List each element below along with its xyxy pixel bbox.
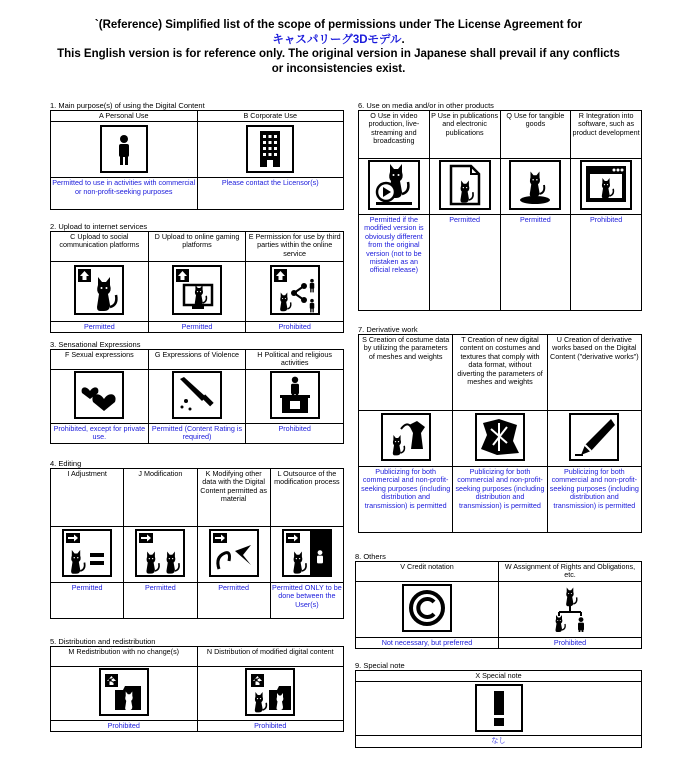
section-media-products [358,101,642,311]
column-label-violence: G Expressions of Violence [148,350,246,370]
column-label-material: K Modifying other data with the Digital Content permitted as material [197,469,270,527]
column-label-texture: T Creation of new digital content on costumes and textures that comply with data format, without diverting the parameters of meshes and weights [453,335,547,411]
column-label-personal-use: A Personal Use [51,111,198,122]
outsource-icon-cell [270,527,343,583]
column-label-modification: J Modification [124,469,197,527]
sexual-icon-cell [51,370,149,424]
header-line-1: `(Reference) Simplified list of the scope of permissions under The License Agreement for [94,19,583,31]
column-label-gaming-upload: D Upload to online gaming platforms [148,232,246,262]
goods-icon [509,160,561,210]
column-label-political: H Political and religious activities [246,350,344,370]
column-label-adjustment: I Adjustment [51,469,124,527]
modify-icon [135,529,185,577]
outsource-result: Permitted ONLY to be done between the User(s) [270,583,343,619]
adjustment-result: Permitted [51,583,124,619]
third-party-icon-cell [246,262,344,322]
gaming-upload-icon-cell [148,262,246,322]
section-title: 1. Main purpose(s) of using the Digital Content [50,101,205,110]
publication-icon [439,160,491,210]
exclamation-icon [475,684,523,732]
software-result: Prohibited [571,215,642,311]
header-line-3: This English version is for reference only. The original version in Japanese shall prevail if any conflicts or inconsistencies exist. [57,48,620,75]
derivative-works-result: Publicizing for both commercial and non-profit-seeking purposes (including distribution and transmission) is permitted [547,467,641,533]
knife-icon [172,371,222,419]
section-title: 9. Special note [355,661,405,670]
section-sensational [50,340,344,444]
modified-distribution-icon-cell [197,667,344,721]
column-label-sexual: F Sexual expressions [51,350,149,370]
column-label-publications: P Use in publications and electronic publications [429,111,500,159]
goods-icon-cell [500,159,571,215]
special-note-icon-cell [356,682,642,736]
header-line-2 [0,33,677,48]
gaming-upload-icon [172,265,222,315]
corporate-use-result: Please contact the Licensor(s) [197,178,344,210]
column-label-outsource: L Outsource of the modification process [270,469,343,527]
header-period: . [401,33,405,46]
modified-dist-icon [245,668,295,716]
section-title: 3. Sensational Expressions [50,340,141,349]
column-label-costume: S Creation of costume data by utilizing the parameters of meshes and weights [359,335,453,411]
corporate-use-icon-cell [197,122,344,178]
material-result: Permitted [197,583,270,619]
costume-icon-cell [359,411,453,467]
costume-result: Publicizing for both commercial and non-profit-seeking purposes (including distribution and transmission) is permitted [359,467,453,533]
permission-table [50,646,344,732]
violence-result: Permitted (Content Rating is required) [148,424,246,444]
derivative-works-icon-cell [547,411,641,467]
section-distribution [50,637,344,732]
model-name: キャスパリーグ3Dモデル [272,33,402,46]
redistribution-icon-cell [51,667,198,721]
section-title: 5. Distribution and redistribution [50,637,156,646]
podium-icon [270,371,320,419]
credit-result: Not necessary, but preferred [356,638,499,649]
sexual-result: Prohibited, except for private use. [51,424,149,444]
column-label-video: O Use in video production, live-streaming and broadcasting [359,111,430,159]
column-label-corporate-use: B Corporate Use [197,111,344,122]
column-label-assignment: W Assignment of Rights and Obligations, etc. [499,562,642,582]
hearts-icon [74,371,124,419]
video-result: Permitted if the modified version is obviously different from the original version (not to be mistaken as an official release) [359,215,430,311]
permission-table [358,334,642,533]
section-title: 7. Derivative work [358,325,418,334]
modification-icon-cell [124,527,197,583]
political-icon-cell [246,370,344,424]
column-label-third-party-use: E Permission for use by third parties within the online service [246,232,344,262]
column-label-derivative-works: U Creation of derivative works based on the Digital Content ("derivative works") [547,335,641,411]
political-result: Prohibited [246,424,344,444]
gaming-upload-result: Permitted [148,322,246,333]
redistribution-result: Prohibited [51,721,198,732]
column-label-modified-distribution: N Distribution of modified digital content [197,647,344,667]
permission-table [355,670,642,748]
column-label-software: R Integration into software, such as product development [571,111,642,159]
permission-table [50,110,344,210]
social-upload-result: Permitted [51,322,149,333]
material-icon-cell [197,527,270,583]
permission-table [50,231,344,333]
section-title: 8. Others [355,552,386,561]
texture-result: Publicizing for both commercial and non-profit-seeking purposes (including distribution and transmission) is permitted [453,467,547,533]
personal-use-result: Permitted to use in activities with commercial or non-profit-seeking purposes [51,178,198,210]
goods-result: Permitted [500,215,571,311]
costume-icon [381,413,431,461]
texture-icon [475,413,525,461]
copyright-icon [402,584,452,632]
texture-icon-cell [453,411,547,467]
material-icon [209,529,259,577]
software-icon-cell [571,159,642,215]
person-icon [100,125,148,173]
publications-icon-cell [429,159,500,215]
upload-cat-icon [74,265,124,315]
publications-result: Permitted [429,215,500,311]
permission-table [50,468,344,619]
section-upload [50,222,344,333]
personal-use-icon-cell [51,122,198,178]
section-others [355,552,642,649]
video-icon [368,160,420,210]
modified-distribution-result: Prohibited [197,721,344,732]
special-note-result: なし [356,736,642,747]
assignment-icon [545,584,595,632]
video-icon-cell [359,159,430,215]
section-derivative [358,325,642,533]
section-main-purpose [50,101,344,210]
section-title: 2. Upload to internet services [50,222,148,231]
column-label-social-upload: C Upload to social communication platforms [51,232,149,262]
adjust-icon [62,529,112,577]
redistribute-icon [99,668,149,716]
column-label-redistribution: M Redistribution with no change(s) [51,647,198,667]
adjustment-icon-cell [51,527,124,583]
column-label-special-note: X Special note [356,671,642,682]
outsource-icon [282,529,332,577]
permission-table [355,561,642,649]
third-party-result: Prohibited [246,322,344,333]
software-icon [580,160,632,210]
permission-table [358,110,642,311]
share-cats-icon [270,265,320,315]
permission-table [50,349,344,444]
social-upload-icon-cell [51,262,149,322]
modification-result: Permitted [124,583,197,619]
building-icon [246,125,294,173]
column-label-goods: Q Use for tangible goods [500,111,571,159]
assignment-result: Prohibited [499,638,642,649]
section-editing [50,459,344,619]
credit-icon-cell [356,582,499,638]
section-title: 6. Use on media and/or in other products [358,101,494,110]
section-title: 4. Editing [50,459,82,468]
pen-icon [569,413,619,461]
column-label-credit: V Credit notation [356,562,499,582]
document-header [0,18,677,76]
assignment-icon-cell [499,582,642,638]
violence-icon-cell [148,370,246,424]
section-special-note [355,661,642,748]
